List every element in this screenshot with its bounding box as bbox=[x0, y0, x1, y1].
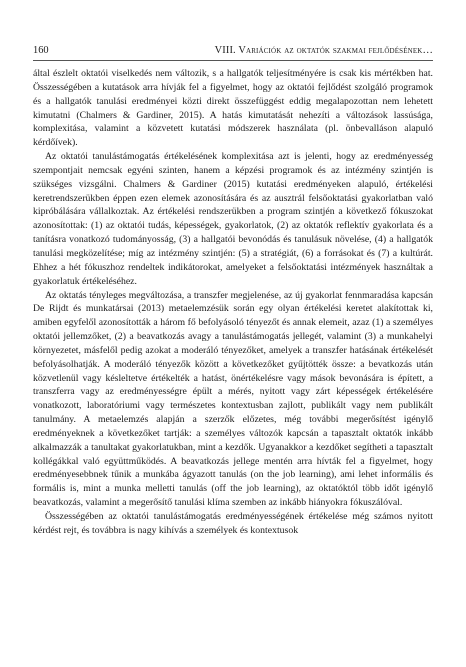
page-header bbox=[33, 44, 433, 58]
body-text bbox=[33, 67, 433, 538]
page-number: 160 bbox=[33, 45, 49, 56]
header-divider bbox=[33, 60, 433, 61]
paragraph: Az oktatói tanulástámogatás értékelésének komplexitása azt is jelenti, hogy az eredményesség szempontjait nemcsak egyéni szinten, hanem a képzési programok és az intézmény szintjén is szükséges vizsgálni. Chalmers & Gardiner (2015) kutatási eredményeken alapuló, értékelési keretrendszerükben éppen ezen elemek azonosítására és az ausztrál felsőoktatási gyakorlatban való kipróbálására vállalkoztak. Az értékelési rendszerükben a program szintjén a következő fókuszokat azonosítottak: (1) az oktatói tudás, képességek, gyakorlatok, (2) az oktatók reflektív gyakorlata és a tanításra vonatkozó tudományosság, (3) a hallgatói bevonódás és tanulásuk növelése, (4) a hallgatók tanulási megközelítése; míg az intézmény szintjén: (5) a stratégiát, (6) a forrásokat és (7) a kultúrát. Ehhez a hét fókuszhoz rendeltek indikátorokat, amelyeket a felsőoktatási intézmények használtak a gyakorlatuk értékeléséhez. bbox=[33, 151, 433, 287]
paragraph: Összességében az oktatói tanulástámogatás eredményességének értékelése még számos nyitott kérdést rejt, és továbbra is nagy kihívás a személyek és kontextusok bbox=[33, 511, 433, 536]
paragraph: által észlelt oktatói viselkedés nem változik, s a hallgatók teljesítményére is csak kis mértékben hat. Összességében a kutatások arra hívják fel a figyelmet, hogy az oktatói fejlődést szolgáló programok és a hallgatók tanulási eredményei közti direkt összefüggést eddig megalapozottan nem lehetett kimutatni (Chalmers & Gardiner, 2015). A hatás kimutatását nehezíti a változások lassúsága, komplexitása, valamint a közvetett kutatási módszerek használata (pl. önbevalláson alapuló kérdőívek). bbox=[33, 68, 433, 149]
running-title: VIII. Variációk az oktatók szakmai fejlődésének… bbox=[214, 45, 433, 56]
paragraph: Az oktatás tényleges megváltozása, a transzfer megjelenése, az új gyakorlat fennmaradása kapcsán De Rijdt és munkatársai (2013) metaelemzésük során egy olyan értékelési keretet alakítottak ki, amiben egyfelől azonosították a három fő befolyásoló tényezőt és annak elemeit, azaz (1) a személyes oktatói jellemzőket, (2) a beavatkozás avagy a tanulástámogatás jellegét, valamint (3) a munkahelyi környezetet, másfelől pedig azokat a moderáló tényezőket, amelyek a transzfer hatásának értékelését befolyásolhatják. A moderáló tényezők között a következőket gyűjtötték össze: a bevatkozás után közvetlenül vagy késleltetve értékelték a hatást, önértékelésre vagy mások bevonására is épített, a transzferra vagy az eredményességre épült a mérés, nyitott vagy zárt képességek értékelésére vonatkozott, laboratóriumi vagy természetes kontextusban zajlott, publikált vagy nem publikált tanulmány. A metaelemzés alapján a szerzők előzetes, még további megerősítést igénylő eredményeknek a következőket tartják: a személyes változók kapcsán a tapasztalt oktatók inkább alkalmazzák a tanultakat gyakorlatukban, mint a kezdők. Ugyanakkor a kezdőket segítheti a tapasztalt kollégákkal való együttműködés. A beavatkozás jellege mentén arra hívták fel a figyelmet, hogy eredményesebbnek tűnik a munkába ágyazott tanulás (on the job learning), ami lehet informális és formális is, mint a munka melletti tanulás (off the job learning), az oktatóktól több időt igénylő beavatkozás, valamint a megerősítő tanulási klíma szemben az inkább hiányokra fókuszálóval. bbox=[33, 289, 433, 509]
